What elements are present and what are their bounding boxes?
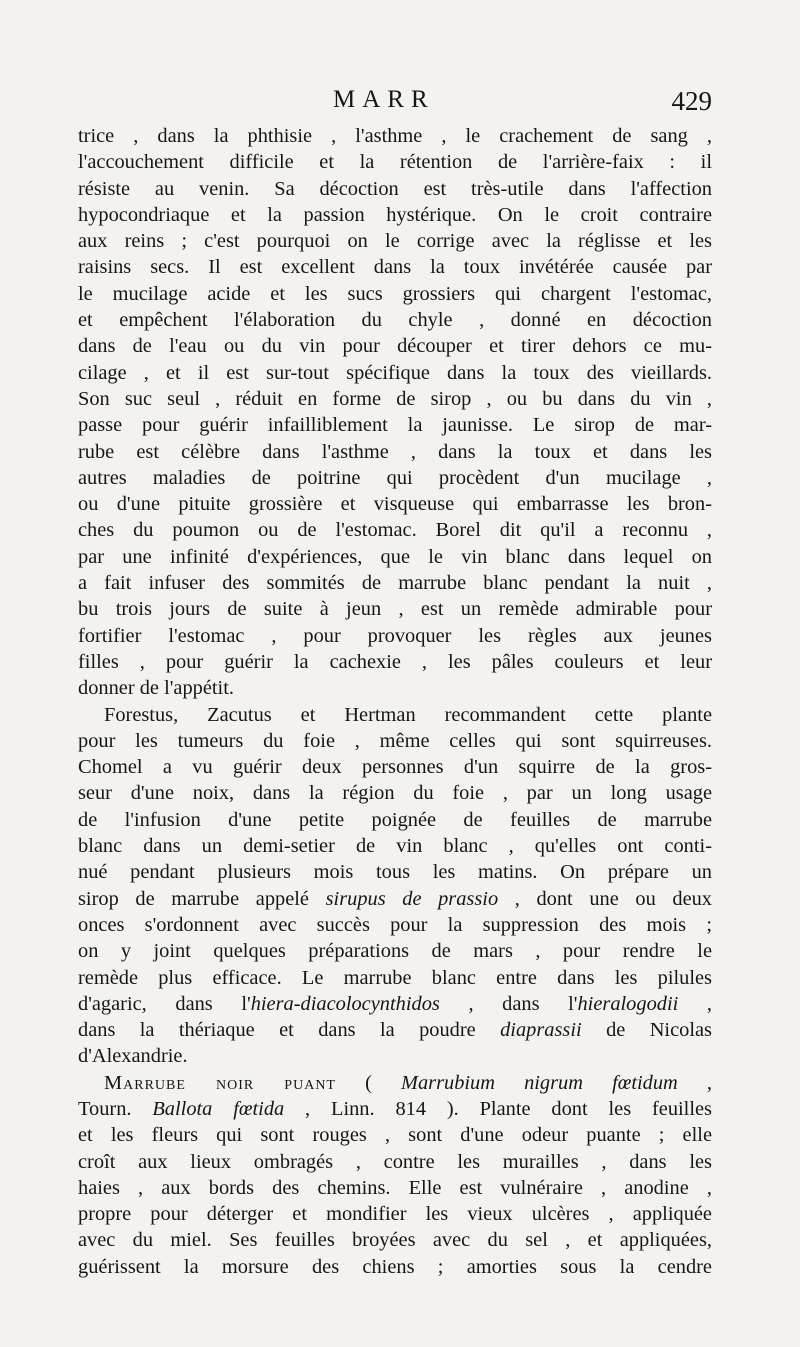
text-line — [78, 281, 712, 307]
italic-term: Ballota fœtida — [152, 1097, 285, 1120]
text-line — [78, 228, 712, 254]
text-line — [78, 728, 712, 754]
text-line — [78, 149, 712, 175]
text-segment: avec du miel. Ses feuilles broyées avec du sel , et appliquées, — [78, 1229, 712, 1252]
text-line — [78, 965, 712, 991]
text-segment: ou d'une pituite grossière et visqueuse qui embarrasse les bron- — [78, 493, 712, 516]
text-line — [78, 912, 712, 938]
text-segment: de l'infusion d'une petite poignée de feuilles de marrube — [78, 808, 712, 831]
text-line — [78, 754, 712, 780]
text-segment: blanc dans un demi-setier de vin blanc , qu'elles ont conti- — [78, 835, 712, 858]
text-segment: résiste au venin. Sa décoction est très-utile dans l'affection — [78, 177, 712, 200]
italic-term: sirupus de prassio — [325, 887, 499, 910]
text-line — [78, 570, 712, 596]
text-line — [78, 123, 712, 149]
text-line — [78, 333, 712, 359]
text-line — [78, 1227, 712, 1253]
text-segment: Son suc seul , réduit en forme de sirop , ou bu dans du vin , — [78, 387, 712, 410]
text-line — [78, 780, 712, 806]
text-line — [78, 1149, 712, 1175]
text-segment: trice , dans la phthisie , l'asthme , le crachement de sang , — [78, 125, 712, 147]
text-line — [78, 991, 712, 1017]
text-line — [78, 360, 712, 386]
text-line — [78, 386, 712, 412]
text-line — [78, 649, 712, 675]
text-segment: le mucilage acide et les sucs grossiers qui chargent l'estomac, — [78, 282, 712, 305]
text-segment: a fait infuser des sommités de marrube blanc pendant la nuit , — [78, 572, 712, 595]
italic-term: hiera-diacolocynthidos — [250, 992, 440, 1015]
text-line — [78, 412, 712, 438]
page-number: 429 — [671, 86, 712, 116]
text-segment: dans la thériaque et dans la poudre — [78, 1019, 501, 1042]
text-segment: et les fleurs qui sont rouges , sont d'une odeur puante ; elle — [78, 1124, 712, 1147]
text-line — [78, 439, 712, 465]
text-line — [78, 1017, 712, 1043]
text-line — [78, 254, 712, 280]
text-segment: hypocondriaque et la passion hystérique. On le croit contraire — [78, 203, 712, 226]
text-line — [78, 1096, 712, 1122]
text-segment: et empêchent l'élaboration du chyle , donné en décoction — [78, 309, 712, 332]
text-line — [78, 1122, 712, 1148]
text-line — [78, 886, 712, 912]
text-line — [78, 1043, 712, 1069]
text-line — [78, 702, 712, 728]
text-line — [78, 833, 712, 859]
text-segment: sirop de marrube appelé — [78, 887, 326, 910]
text-line — [78, 938, 712, 964]
text-segment: raisins secs. Il est excellent dans la toux invétérée causée par — [78, 256, 712, 279]
text-line — [78, 307, 712, 333]
page-header — [78, 86, 712, 122]
text-segment: on y joint quelques préparations de mars , pour rendre le — [78, 940, 712, 963]
text-segment: fortifier l'estomac , pour provoquer les règles aux jeunes — [78, 624, 712, 647]
text-line — [78, 1254, 712, 1280]
text-segment: remède plus efficace. Le marrube blanc entre dans les pilules — [78, 966, 712, 989]
text-segment: par une infinité d'expériences, que le vin blanc dans lequel on — [78, 545, 712, 568]
italic-term: Marrubium nigrum fœtidum — [400, 1071, 678, 1094]
text-segment: d'Alexandrie. — [78, 1045, 188, 1068]
text-segment: pour les tumeurs du foie , même celles qui sont squirreuses. — [78, 729, 712, 752]
text-line — [78, 623, 712, 649]
text-segment: filles , pour guérir la cachexie , les pâles couleurs et leur — [78, 650, 712, 673]
text-line — [78, 1070, 712, 1096]
text-segment: passe pour guérir infailliblement la jaunisse. Le sirop de mar- — [78, 414, 712, 437]
text-segment: propre pour déterger et mondifier les vieux ulcères , appliquée — [78, 1203, 712, 1226]
text-segment: , Linn. 814 ). Plante dont les feuilles — [284, 1097, 712, 1120]
text-segment: cilage , et il est sur-tout spécifique dans la toux des vieillards. — [78, 361, 712, 384]
text-segment: ( — [335, 1071, 401, 1094]
entry-headword: Marrube noir puant — [104, 1071, 336, 1094]
text-segment: onces s'ordonnent avec succès pour la suppression des mois ; — [78, 913, 712, 936]
text-line — [78, 675, 712, 701]
text-segment: guérissent la morsure des chiens ; amorties sous la cendre — [78, 1255, 712, 1278]
text-line — [78, 807, 712, 833]
text-segment: l'accouchement difficile et la rétention de l'arrière-faix : il — [78, 151, 712, 174]
text-line — [78, 1175, 712, 1201]
text-line — [78, 465, 712, 491]
text-segment: dans de l'eau ou du vin pour découper et tirer dehors ce mu- — [78, 335, 712, 358]
text-segment: , — [678, 992, 712, 1015]
running-head: MARR — [333, 86, 435, 113]
text-line — [78, 1201, 712, 1227]
text-segment: Tourn. — [78, 1097, 153, 1120]
text-line — [78, 544, 712, 570]
text-segment: Chomel a vu guérir deux personnes d'un squirre de la gros- — [78, 756, 712, 779]
text-line — [78, 596, 712, 622]
text-line — [78, 202, 712, 228]
text-line — [78, 517, 712, 543]
text-segment: , dont une ou deux — [498, 887, 713, 910]
italic-term: hieralogodii — [577, 992, 679, 1015]
text-segment: autres maladies de poitrine qui procèdent d'un mucilage , — [78, 466, 712, 489]
text-line — [78, 176, 712, 202]
text-segment: de Nicolas — [581, 1019, 712, 1042]
text-segment: aux reins ; c'est pourquoi on le corrige avec la réglisse et les — [78, 230, 712, 253]
text-segment: , dans l' — [439, 992, 578, 1015]
text-segment: ches du poumon ou de l'estomac. Borel dit qu'il a reconnu , — [78, 519, 712, 542]
text-segment: donner de l'appétit. — [78, 677, 234, 700]
text-segment: , — [677, 1071, 712, 1094]
body-text — [78, 123, 712, 1280]
text-line — [78, 491, 712, 517]
text-segment: croît aux lieux ombragés , contre les murailles , dans les — [78, 1150, 712, 1173]
text-segment: rube est célèbre dans l'asthme , dans la toux et dans les — [78, 440, 712, 463]
text-segment: bu trois jours de suite à jeun , est un remède admirable pour — [78, 598, 712, 621]
text-segment: nué pendant plusieurs mois tous les matins. On prépare un — [78, 861, 712, 884]
text-segment: Forestus, Zacutus et Hertman recommandent cette plante — [104, 703, 712, 726]
text-line — [78, 859, 712, 885]
text-segment: seur d'une noix, dans la région du foie , par un long usage — [78, 782, 712, 805]
italic-term: diaprassii — [500, 1019, 582, 1042]
text-segment: d'agaric, dans l' — [78, 992, 251, 1015]
text-segment: haies , aux bords des chemins. Elle est vulnéraire , anodine , — [78, 1176, 712, 1199]
